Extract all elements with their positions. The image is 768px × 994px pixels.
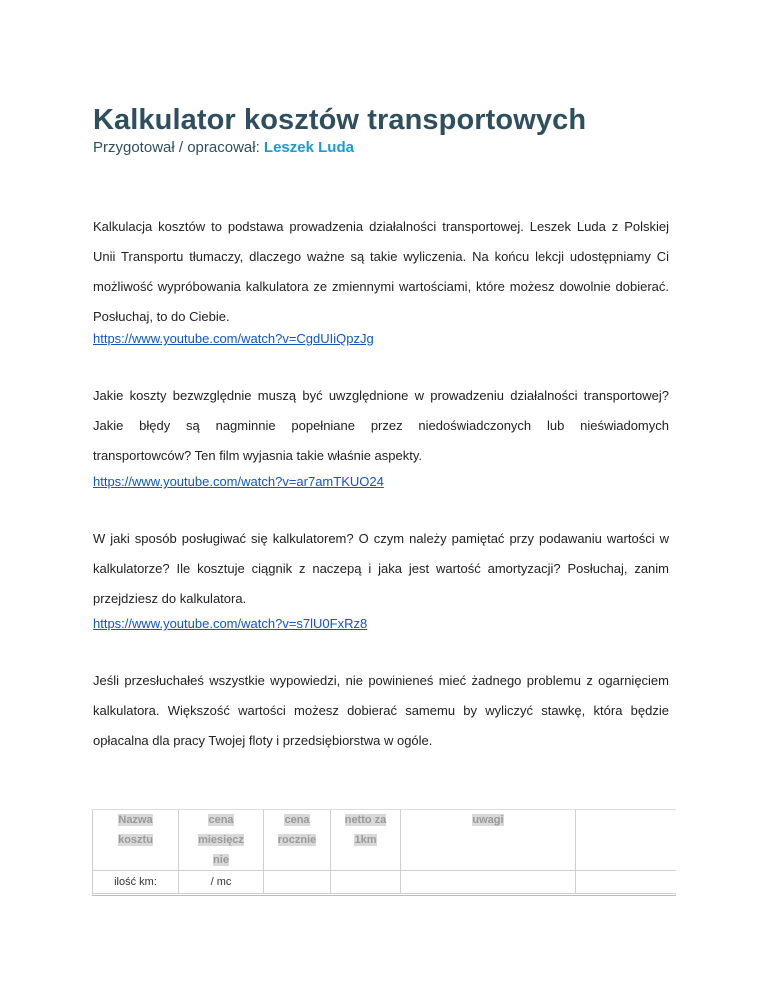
cell-km-label: ilość km:: [93, 871, 179, 894]
header-notes: uwagi: [401, 810, 576, 871]
video-link-3[interactable]: https://www.youtube.com/watch?v=s7lU0FxRz8: [93, 616, 368, 631]
header-cost-name: Nazwa kosztu: [93, 810, 179, 871]
calculator-usage-paragraph: W jaki sposób posługiwać się kalkulatorem? O czym należy pamiętać przy podawaniu wartości w kalkulatorze? Ile kosztuje ciągnik z naczepą i jaka jest wartość amortyzacji? Posłuchaj, zanim przejdziesz do kalkulatora.: [93, 531, 669, 606]
cell-per-month: / mc: [179, 871, 264, 894]
author-name: Leszek Luda: [263, 139, 354, 156]
header-monthly-price: cena miesięcz nie: [179, 810, 264, 871]
header-empty: [576, 810, 676, 871]
video-link-1[interactable]: https://www.youtube.com/watch?v=CgdUIiQpzJg: [93, 331, 374, 346]
video-link-2[interactable]: https://www.youtube.com/watch?v=ar7amTKUO24: [93, 474, 384, 489]
page-title: Kalkulator kosztów transportowych: [93, 104, 587, 136]
intro-paragraph: Kalkulacja kosztów to podstawa prowadzenia działalności transportowej. Leszek Luda z Polskiej Unii Transportu tłumaczy, dlaczego ważne są takie wyliczenia. Na końcu lekcji udostępniamy Ci możliwość wypróbowania kalkulatora ze zmiennymi wartościami, które możesz dowolnie dobierać. Posłuchaj, to do Ciebie.: [93, 219, 669, 324]
author-line: [93, 139, 354, 156]
header-yearly-price: cena rocznie: [264, 810, 331, 871]
costs-paragraph: Jakie koszty bezwzględnie muszą być uwzględnione w prowadzeniu działalności transportowej? Jakie błędy są nagminnie popełniane przez niedoświadczonych lub nieświadomych transportowców? Ten film wyjasnia takie właśnie aspekty.: [93, 388, 669, 463]
header-net-per-km: netto za 1km: [331, 810, 401, 871]
table-header-row: [93, 810, 676, 871]
cell-notes[interactable]: [401, 871, 576, 894]
table-row: [93, 871, 676, 894]
cell-per-km[interactable]: [331, 871, 401, 894]
cell-extra[interactable]: [576, 871, 676, 894]
summary-paragraph: Jeśli przesłuchałeś wszystkie wypowiedzi, nie powinieneś mieć żadnego problemu z ogarnięciem kalkulatora. Większość wartości możesz dobierać samemu by wyliczyć stawkę, która będzie opłacalna dla pracy Twojej floty i przedsiębiorstwa w ogóle.: [93, 673, 669, 748]
author-prefix: Przygotował / opracował:: [93, 139, 264, 156]
cell-yearly[interactable]: [264, 871, 331, 894]
table-bottom-border: [92, 895, 676, 896]
cost-calculator-table: [92, 810, 676, 894]
